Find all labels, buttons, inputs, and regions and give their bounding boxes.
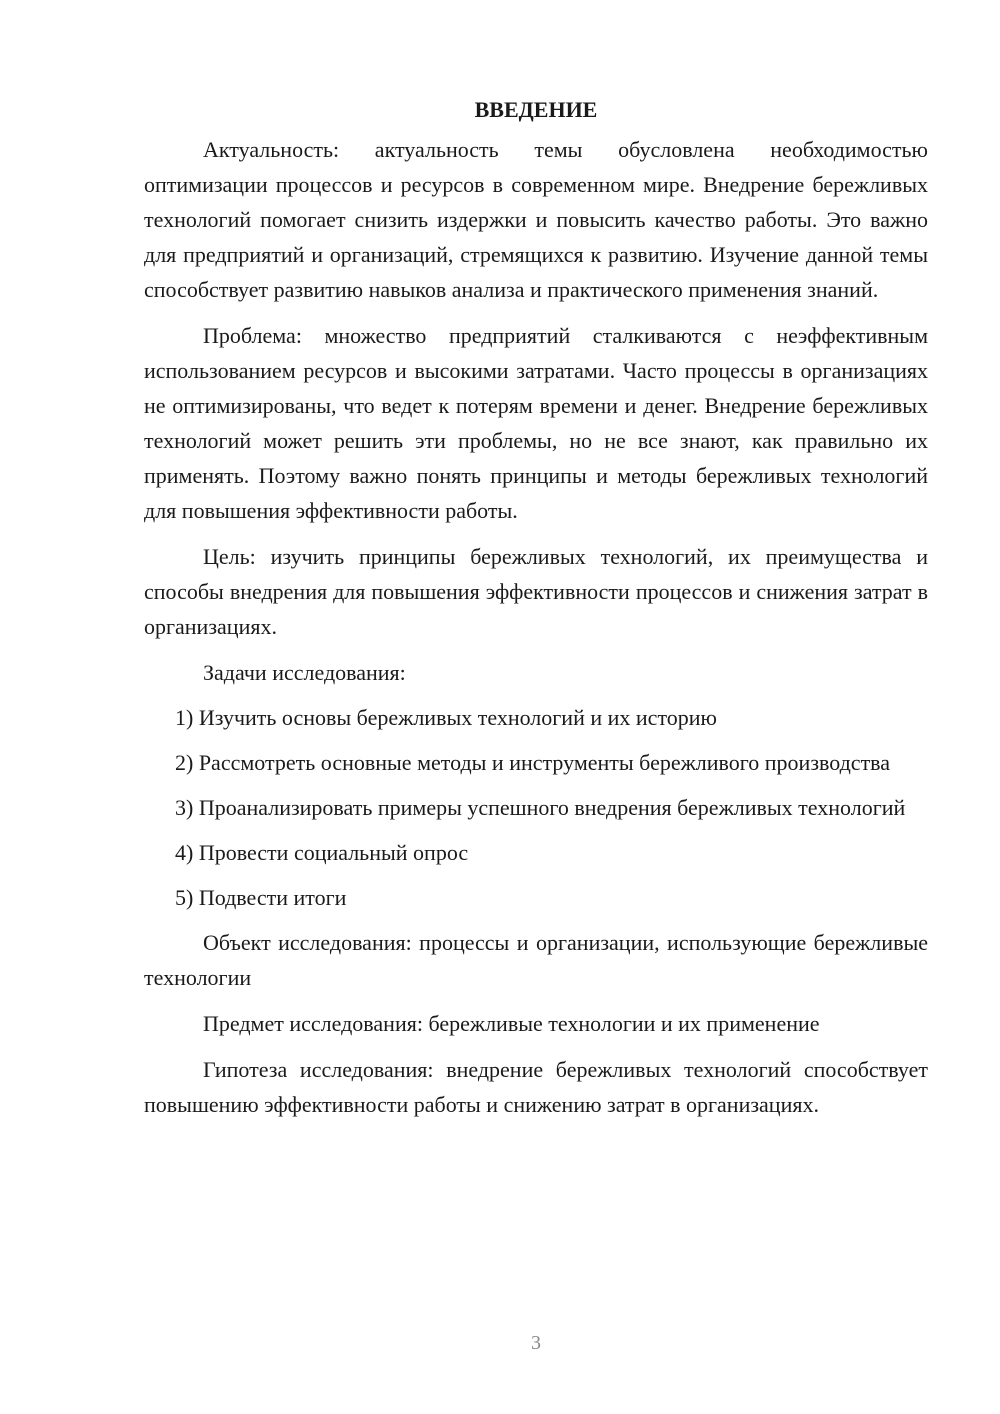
list-item: 3) Проанализировать примеры успешного внедрения бережливых технологий bbox=[175, 795, 906, 820]
list-item: 4) Провести социальный опрос bbox=[175, 840, 469, 865]
relevance-paragraph: Актуальность: актуальность темы обусловлена необходимостью оптимизации процессов и ресурсов в современном мире. Внедрение бережливых технологий помогает снизить издержки и повысить качество работы. Это важно для предприятий и организаций, стремящихся к развитию. Изучение данной темы способствует развитию навыков анализа и практического применения знаний. bbox=[144, 137, 928, 302]
tasks-list bbox=[144, 700, 928, 915]
tasks-heading: Задачи исследования: bbox=[203, 660, 406, 685]
list-item: 2) Рассмотреть основные методы и инструменты бережливого производства bbox=[175, 750, 891, 775]
hypothesis-paragraph: Гипотеза исследования: внедрение бережливых технологий способствует повышению эффективности работы и снижению затрат в организациях. bbox=[144, 1057, 928, 1117]
page-number: 3 bbox=[531, 1332, 541, 1354]
list-item: 5) Подвести итоги bbox=[175, 885, 347, 910]
goal-paragraph: Цель: изучить принципы бережливых технологий, их преимущества и способы внедрения для повышения эффективности процессов и снижения затрат в организациях. bbox=[144, 544, 928, 639]
object-paragraph: Объект исследования: процессы и организации, использующие бережливые технологии bbox=[144, 930, 928, 990]
problem-paragraph: Проблема: множество предприятий сталкиваются с неэффективным использованием ресурсов и высокими затратами. Часто процессы в организациях не оптимизированы, что ведет к потерям времени и денег. Внедрение бережливых технологий может решить эти проблемы, но не все знают, как правильно их применять. Поэтому важно понять принципы и методы бережливых технологий для повышения эффективности работы. bbox=[144, 323, 928, 523]
section-title: ВВЕДЕНИЕ bbox=[474, 97, 598, 122]
subject-paragraph: Предмет исследования: бережливые технологии и их применение bbox=[203, 1011, 820, 1036]
list-item: 1) Изучить основы бережливых технологий и их историю bbox=[175, 705, 717, 730]
document-page bbox=[144, 92, 928, 1133]
